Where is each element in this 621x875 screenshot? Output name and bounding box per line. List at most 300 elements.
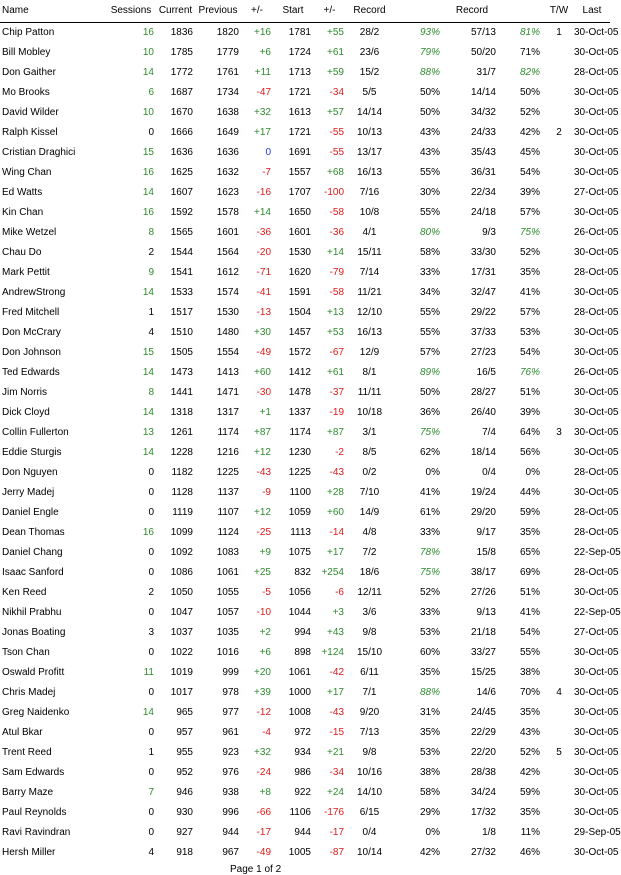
record-cell: 6/11 [360, 666, 379, 678]
previous-diff: +1 [259, 406, 271, 418]
start-rating: 898 [294, 646, 311, 658]
last-date: 30-Oct-05 [574, 326, 619, 338]
current-rating: 952 [176, 766, 193, 778]
sessions-cell: 14 [142, 366, 154, 378]
sessions-cell: 3 [148, 626, 154, 638]
record2-cell: 27/26 [470, 586, 496, 598]
record-pct: 42% [419, 846, 440, 858]
last-date: 22-Sep-05 [574, 546, 621, 558]
current-rating: 955 [176, 746, 193, 758]
record-cell: 16/13 [356, 166, 383, 178]
previous-diff: +32 [254, 746, 271, 758]
tw-cell [544, 562, 574, 582]
record2-pct: 42% [519, 766, 540, 778]
last-date: 28-Oct-05 [574, 506, 619, 518]
last-date: 28-Oct-05 [574, 306, 619, 318]
table-row [0, 302, 610, 322]
current-rating: 1687 [170, 86, 193, 98]
sessions-cell: 1 [148, 306, 154, 318]
player-name: Oswald Profitt [2, 666, 65, 678]
record2-pct: 41% [519, 286, 540, 298]
tw-cell [544, 202, 574, 222]
record2-pct: 71% [519, 46, 540, 58]
start-diff: -58 [329, 286, 344, 298]
player-name: Isaac Sanford [2, 566, 64, 578]
player-name: Jonas Boating [2, 626, 66, 638]
start-rating: 1008 [288, 706, 311, 718]
previous-rating: 978 [222, 686, 239, 698]
header-last: Last [574, 0, 610, 22]
sessions-cell: 0 [148, 606, 154, 618]
sessions-cell: 0 [148, 826, 154, 838]
record2-cell: 33/30 [470, 246, 496, 258]
record2-pct: 35% [519, 266, 540, 278]
table-row [0, 642, 610, 662]
table-row [0, 802, 610, 822]
start-diff: -55 [329, 126, 344, 138]
previous-diff: +60 [254, 366, 271, 378]
current-rating: 1517 [170, 306, 193, 318]
record-pct: 30% [419, 186, 440, 198]
last-date: 30-Oct-05 [574, 446, 619, 458]
record2-pct: 35% [519, 706, 540, 718]
player-name: Ravi Ravindran [2, 826, 71, 838]
previous-diff: +16 [254, 26, 271, 38]
record2-cell: 57/13 [470, 26, 496, 38]
current-rating: 1785 [170, 46, 193, 58]
sessions-cell: 14 [142, 446, 154, 458]
record-cell: 11/21 [357, 286, 382, 298]
previous-diff: -24 [256, 766, 271, 778]
record-pct: 35% [419, 726, 440, 738]
record2-pct: 39% [519, 406, 540, 418]
table-row [0, 782, 610, 802]
tw-cell [544, 342, 574, 362]
table-row [0, 442, 610, 462]
record2-cell: 24/33 [470, 126, 496, 138]
record2-cell: 7/4 [482, 426, 496, 438]
table-row [0, 462, 610, 482]
previous-diff: -9 [262, 486, 271, 498]
previous-rating: 1636 [216, 146, 239, 158]
sessions-cell: 0 [148, 486, 154, 498]
record-pct: 88% [419, 66, 440, 78]
start-rating: 1724 [288, 46, 311, 58]
sessions-cell: 15 [142, 346, 154, 358]
previous-rating: 1564 [216, 246, 239, 258]
previous-rating: 976 [222, 766, 239, 778]
record-cell: 10/13 [356, 126, 383, 138]
record2-cell: 22/20 [470, 746, 496, 758]
start-rating: 1457 [288, 326, 311, 338]
table-row [0, 742, 610, 762]
player-name: Trent Reed [2, 746, 52, 758]
previous-rating: 1225 [216, 466, 239, 478]
last-date: 30-Oct-05 [574, 26, 619, 38]
start-rating: 994 [294, 626, 311, 638]
record-pct: 79% [419, 46, 440, 58]
previous-rating: 1413 [216, 366, 239, 378]
table-row [0, 822, 610, 842]
player-name: Nikhil Prabhu [2, 606, 62, 618]
record2-pct: 45% [519, 146, 540, 158]
start-rating: 1707 [288, 186, 311, 198]
start-diff: -58 [329, 206, 344, 218]
tw-cell: 1 [556, 26, 562, 38]
sessions-cell: 14 [142, 66, 154, 78]
previous-diff: +6 [259, 46, 271, 58]
start-rating: 1113 [290, 526, 311, 538]
record-pct: 29% [419, 806, 440, 818]
player-name: Ed Watts [2, 186, 43, 198]
start-rating: 1100 [289, 486, 311, 498]
player-name: Jim Norris [2, 386, 47, 398]
sessions-cell: 6 [148, 86, 154, 98]
record-cell: 13/17 [356, 146, 383, 158]
start-diff: +3 [332, 606, 344, 618]
player-name: Chau Do [2, 246, 42, 258]
last-date: 28-Oct-05 [574, 66, 619, 78]
player-name: Dean Thomas [2, 526, 65, 538]
record-cell: 28/2 [359, 26, 380, 38]
record2-cell: 18/14 [470, 446, 496, 458]
header-start: Start [273, 0, 313, 22]
sessions-cell: 16 [142, 26, 154, 38]
current-rating: 1047 [170, 606, 193, 618]
record2-cell: 19/24 [470, 486, 496, 498]
sessions-cell: 2 [148, 586, 154, 598]
record2-pct: 82% [519, 66, 540, 78]
start-diff: -67 [329, 346, 344, 358]
previous-diff: -10 [256, 606, 271, 618]
start-diff: -37 [329, 386, 344, 398]
previous-diff: +20 [254, 666, 271, 678]
previous-rating: 1035 [216, 626, 239, 638]
record2-pct: 54% [519, 166, 540, 178]
start-diff: +55 [327, 26, 344, 38]
start-diff: -14 [329, 526, 344, 538]
record2-cell: 22/29 [470, 726, 496, 738]
record-cell: 14/10 [356, 786, 383, 798]
record-cell: 8/5 [362, 446, 377, 458]
record-pct: 61% [419, 506, 440, 518]
start-diff: +68 [327, 166, 344, 178]
previous-rating: 1124 [217, 526, 239, 538]
table-row [0, 242, 610, 262]
sessions-cell: 0 [148, 766, 154, 778]
previous-rating: 961 [222, 726, 239, 738]
previous-rating: 999 [222, 666, 239, 678]
record2-pct: 57% [519, 306, 540, 318]
record-pct: 53% [419, 626, 440, 638]
record2-cell: 1/8 [482, 826, 496, 838]
tw-cell [544, 442, 574, 462]
player-name: Kin Chan [2, 206, 44, 218]
table-row [0, 562, 610, 582]
previous-rating: 1574 [216, 286, 239, 298]
tw-cell [544, 242, 574, 262]
current-rating: 1670 [170, 106, 193, 118]
record-cell: 10/14 [356, 846, 383, 858]
tw-cell [544, 602, 574, 622]
record-cell: 3/1 [362, 426, 377, 438]
sessions-cell: 16 [142, 206, 154, 218]
record2-cell: 0/4 [482, 466, 496, 478]
last-date: 26-Oct-05 [574, 366, 619, 378]
record2-pct: 54% [519, 626, 540, 638]
record-cell: 12/10 [356, 306, 383, 318]
tw-cell: 4 [556, 686, 562, 698]
tw-cell: 5 [556, 746, 562, 758]
sessions-cell: 1 [148, 746, 154, 758]
current-rating: 1050 [170, 586, 193, 598]
current-rating: 1473 [170, 366, 193, 378]
record2-cell: 29/22 [470, 306, 496, 318]
previous-diff: -71 [256, 266, 271, 278]
last-date: 30-Oct-05 [574, 86, 619, 98]
record-pct: 35% [419, 666, 440, 678]
sessions-cell: 0 [148, 726, 154, 738]
record-pct: 80% [419, 226, 440, 238]
record2-pct: 59% [519, 506, 540, 518]
table-row [0, 222, 610, 242]
start-diff: -15 [329, 726, 344, 738]
record-pct: 55% [419, 166, 440, 178]
previous-rating: 996 [222, 806, 239, 818]
current-rating: 1318 [170, 406, 193, 418]
current-rating: 1625 [170, 166, 193, 178]
player-name: Don Gaither [2, 66, 56, 78]
record2-pct: 56% [519, 446, 540, 458]
tw-cell [544, 502, 574, 522]
previous-rating: 1554 [216, 346, 239, 358]
player-name: AndrewStrong [2, 286, 66, 298]
tw-cell [544, 642, 574, 662]
start-diff: +28 [327, 486, 344, 498]
record-cell: 10/16 [356, 766, 383, 778]
record-pct: 93% [419, 26, 440, 38]
record-pct: 78% [419, 546, 440, 558]
record-pct: 34% [419, 286, 440, 298]
previous-diff: +87 [254, 426, 271, 438]
start-rating: 934 [294, 746, 311, 758]
record-pct: 62% [419, 446, 440, 458]
table-row [0, 522, 610, 542]
previous-diff: -25 [256, 526, 271, 538]
current-rating: 1092 [170, 546, 193, 558]
start-diff: -34 [329, 86, 344, 98]
previous-diff: 0 [265, 146, 271, 158]
table-row [0, 142, 610, 162]
sessions-cell: 8 [148, 386, 154, 398]
last-date: 30-Oct-05 [574, 486, 619, 498]
tw-cell [544, 542, 574, 562]
current-rating: 946 [176, 786, 193, 798]
current-rating: 1441 [170, 386, 193, 398]
current-rating: 1261 [170, 426, 193, 438]
previous-diff: +8 [259, 786, 271, 798]
player-name: Hersh Miller [2, 846, 56, 858]
player-name: Jerry Madej [2, 486, 55, 498]
start-rating: 1230 [288, 446, 311, 458]
start-diff: -43 [329, 466, 344, 478]
record-pct: 36% [419, 406, 440, 418]
start-rating: 1412 [288, 366, 311, 378]
record2-cell: 22/34 [470, 186, 496, 198]
sessions-cell: 8 [148, 226, 154, 238]
previous-diff: -7 [262, 166, 271, 178]
current-rating: 1017 [170, 686, 193, 698]
previous-diff: +9 [259, 546, 271, 558]
record2-cell: 9/3 [482, 226, 496, 238]
previous-rating: 1530 [216, 306, 239, 318]
player-name: Ralph Kissel [2, 126, 58, 138]
start-diff: -42 [329, 666, 344, 678]
record2-cell: 14/6 [476, 686, 496, 698]
record-cell: 4/1 [362, 226, 377, 238]
previous-diff: -17 [256, 826, 271, 838]
player-name: Don McCrary [2, 326, 61, 338]
record-pct: 60% [419, 646, 440, 658]
previous-diff: +11 [254, 66, 271, 78]
current-rating: 1544 [170, 246, 193, 258]
record2-cell: 16/5 [476, 366, 496, 378]
record2-pct: 41% [519, 606, 540, 618]
player-name: Fred Mitchell [2, 306, 60, 318]
tw-cell [544, 622, 574, 642]
previous-diff: -36 [256, 226, 271, 238]
tw-cell [544, 42, 574, 62]
last-date: 30-Oct-05 [574, 406, 619, 418]
record2-cell: 37/33 [470, 326, 496, 338]
record-cell: 11/11 [357, 386, 382, 398]
start-diff: -100 [323, 186, 344, 198]
tw-cell [544, 102, 574, 122]
record-pct: 53% [419, 746, 440, 758]
player-name: Eddie Sturgis [2, 446, 62, 458]
header-prev-diff: +/- [241, 0, 273, 22]
record2-pct: 64% [519, 426, 540, 438]
player-name: Daniel Engle [2, 506, 59, 518]
record2-pct: 52% [519, 246, 540, 258]
previous-diff: +30 [254, 326, 271, 338]
record-pct: 43% [419, 126, 440, 138]
table-row [0, 402, 610, 422]
header-record2: Record [442, 0, 502, 22]
start-diff: +254 [321, 566, 344, 578]
player-name: Chris Madej [2, 686, 56, 698]
table-row [0, 482, 610, 502]
current-rating: 1836 [170, 26, 193, 38]
table-row [0, 602, 610, 622]
record-pct: 75% [419, 426, 440, 438]
current-rating: 930 [176, 806, 193, 818]
table-row [0, 122, 610, 142]
previous-rating: 1734 [216, 86, 239, 98]
previous-rating: 1820 [216, 26, 239, 38]
start-rating: 1650 [288, 206, 311, 218]
tw-cell [544, 822, 574, 842]
start-diff: -87 [329, 846, 344, 858]
record2-pct: 59% [519, 786, 540, 798]
last-date: 30-Oct-05 [574, 746, 619, 758]
record-cell: 7/16 [359, 186, 380, 198]
record-pct: 43% [419, 146, 440, 158]
last-date: 30-Oct-05 [574, 166, 619, 178]
record-pct: 38% [419, 766, 440, 778]
previous-diff: -12 [256, 706, 271, 718]
start-rating: 986 [294, 766, 311, 778]
start-rating: 1613 [288, 106, 311, 118]
last-date: 30-Oct-05 [574, 786, 619, 798]
sessions-cell: 0 [148, 466, 154, 478]
start-diff: -43 [329, 706, 344, 718]
previous-rating: 1055 [216, 586, 239, 598]
table-row [0, 422, 610, 442]
previous-diff: -20 [256, 246, 271, 258]
start-diff: +24 [327, 786, 344, 798]
header-name: Name [0, 0, 106, 22]
sessions-cell: 7 [148, 786, 154, 798]
previous-diff: +12 [254, 446, 271, 458]
player-name: Tson Chan [2, 646, 50, 658]
record2-cell: 15/25 [470, 666, 496, 678]
record2-cell: 17/32 [470, 806, 496, 818]
record2-cell: 33/27 [470, 646, 496, 658]
previous-rating: 1761 [216, 66, 239, 78]
tw-cell [544, 82, 574, 102]
table-row [0, 22, 610, 42]
previous-diff: -49 [256, 346, 271, 358]
record-cell: 15/2 [359, 66, 380, 78]
record2-pct: 53% [519, 326, 540, 338]
sessions-cell: 0 [148, 806, 154, 818]
previous-rating: 1480 [216, 326, 239, 338]
current-rating: 1128 [171, 486, 193, 498]
table-row [0, 202, 610, 222]
previous-diff: +25 [254, 566, 271, 578]
table-row [0, 502, 610, 522]
tw-cell: 3 [556, 426, 562, 438]
table-row [0, 762, 610, 782]
last-date: 30-Oct-05 [574, 726, 619, 738]
current-rating: 1228 [170, 446, 193, 458]
page-footer: Page 1 of 2 [230, 864, 282, 875]
record2-cell: 28/38 [470, 766, 496, 778]
record-cell: 9/8 [362, 746, 377, 758]
header-record: Record [346, 0, 393, 22]
current-rating: 1510 [170, 326, 193, 338]
start-rating: 1061 [288, 666, 311, 678]
player-name: David Wilder [2, 106, 59, 118]
record-cell: 0/4 [362, 826, 377, 838]
record-pct: 50% [419, 106, 440, 118]
tw-cell [544, 522, 574, 542]
current-rating: 1607 [170, 186, 193, 198]
start-diff: -34 [329, 766, 344, 778]
record2-pct: 50% [519, 86, 540, 98]
start-diff: +17 [327, 686, 344, 698]
start-rating: 1225 [288, 466, 311, 478]
current-rating: 957 [176, 726, 193, 738]
player-name: Barry Maze [2, 786, 54, 798]
previous-rating: 967 [222, 846, 239, 858]
tw-cell [544, 362, 574, 382]
last-date: 28-Oct-05 [574, 526, 619, 538]
start-rating: 1781 [288, 26, 311, 38]
sessions-cell: 4 [148, 326, 154, 338]
start-diff: -17 [329, 826, 344, 838]
